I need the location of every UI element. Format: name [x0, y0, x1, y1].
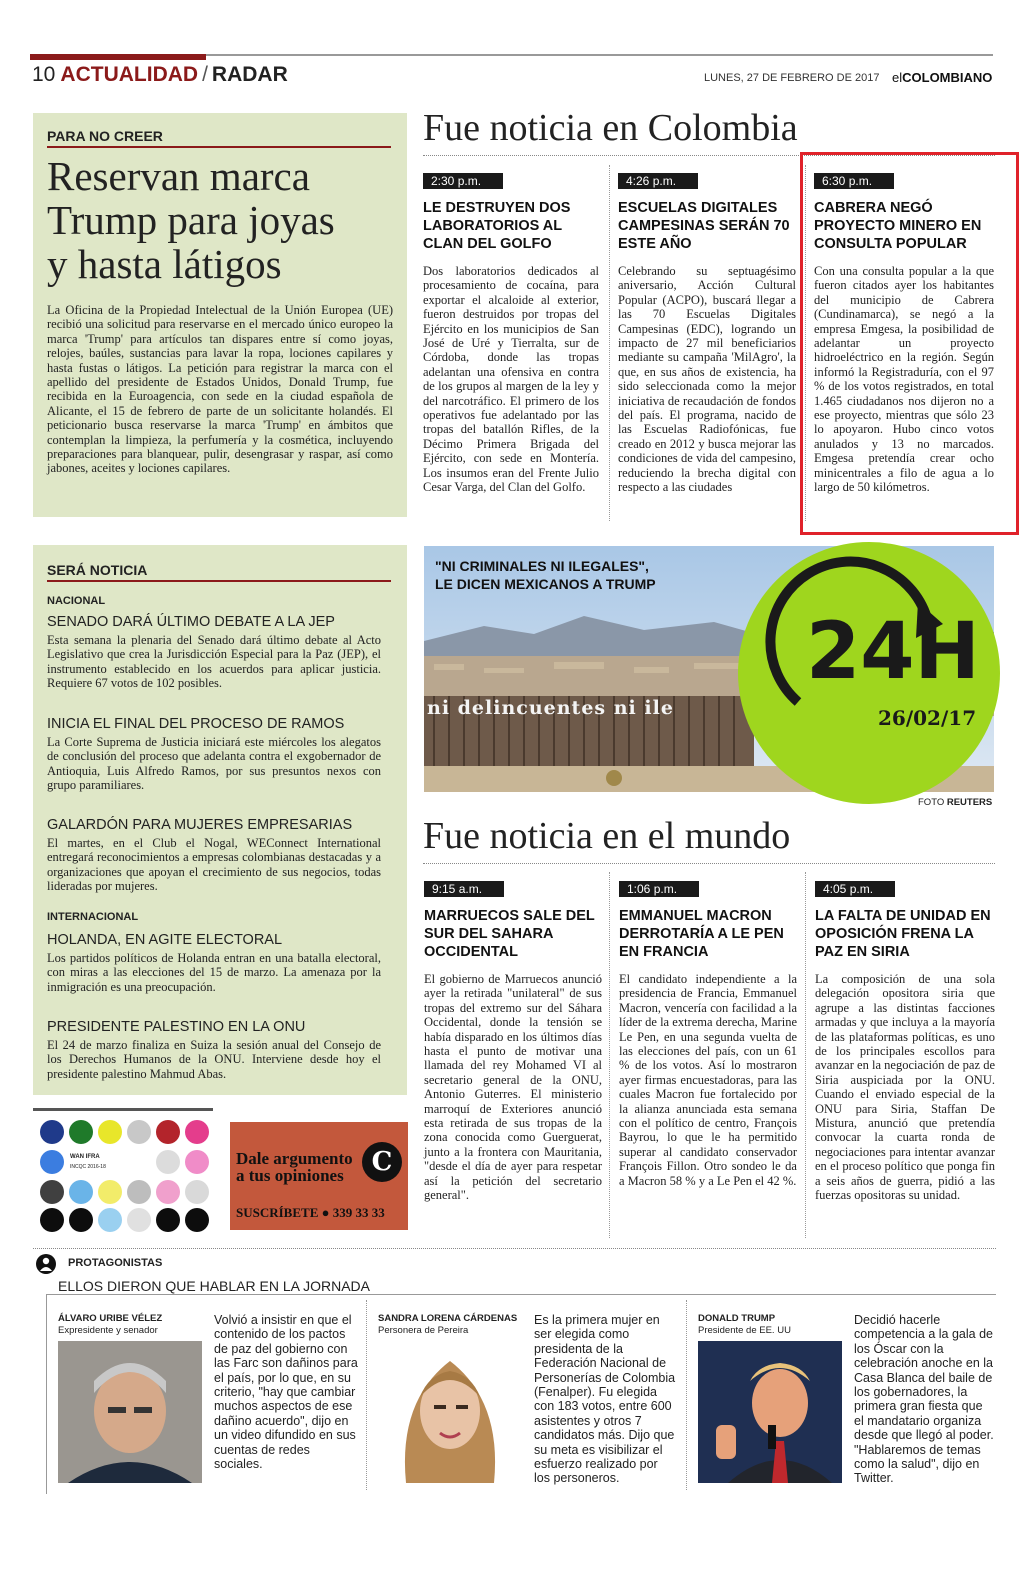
ad-logo-letter: C [371, 1147, 393, 1177]
para-no-creer-title [47, 154, 397, 286]
24h-label: 24H [806, 607, 980, 697]
person-text: Decidió hacerle competencia a la gala de los Óscar con la celebración anoche en la Casa Blanca del baile de los gobernadores, la primera gran fiesta que el mandatario organiza desde que llegó al poder. "Hablaremos de temas como la salud", dijo en Twitter. [854, 1313, 994, 1486]
sera-noticia-item [47, 932, 381, 994]
nacional-label: NACIONAL [47, 595, 106, 607]
item-headline: PRESIDENTE PALESTINO EN LA ONU [47, 1019, 306, 1035]
title-line: Trump para joyas [47, 197, 335, 243]
issue-date: LUNES, 27 DE FEBRERO DE 2017 [704, 72, 880, 84]
brand-name: COLOMBIANO [902, 70, 993, 85]
item-headline: INICIA EL FINAL DEL PROCESO DE RAMOS [47, 716, 345, 732]
mundo-section-title: Fue noticia en el mundo [423, 815, 791, 857]
color-dot [69, 1180, 93, 1204]
color-dot [185, 1150, 209, 1174]
color-dot [69, 1208, 93, 1232]
time-badge: 9:15 a.m. [424, 881, 504, 897]
time-badge: 1:06 p.m. [619, 881, 699, 897]
colombia-story-3 [814, 170, 994, 495]
color-dot [156, 1120, 180, 1144]
person-name: SANDRA LORENA CÁRDENAS [378, 1313, 518, 1324]
ad-cta[interactable] [236, 1205, 385, 1221]
protagonistas-kicker: PROTAGONISTAS [68, 1257, 163, 1269]
sera-noticia-rule [47, 580, 391, 582]
color-dot [40, 1180, 64, 1204]
color-dot [40, 1120, 64, 1144]
person-silhouette-icon [36, 1254, 56, 1274]
ad-headline [236, 1150, 353, 1184]
story-headline: CABRERA NEGÓ PROYECTO MINERO EN CONSULTA POPULAR [814, 200, 982, 252]
title-line: Reservan marca [47, 153, 310, 199]
incqc-label: INCQC 2016-18 [70, 1164, 106, 1170]
person-text: Es la primera mujer en ser elegida como presidenta de la Federación Nacional de Personerías de Colombia (Fenalper). Fu elegida con 183 votos, entre 600 asistentes y otros 7 candidatos más. Dijo que su meta es visibilizar el esfuerzo realizado por los personeros. [534, 1313, 676, 1486]
story-headline: EMMANUEL MACRON DERROTARÍA A LE PEN EN FRANCIA [619, 908, 784, 960]
credit-name: REUTERS [946, 797, 993, 808]
mundo-title-rule [423, 863, 995, 864]
item-body: El 24 de marzo finaliza en Suiza la sesión anual del Consejo de los Derechos Humanos de la ONU. Interviene desde hoy el presidente palestino Mahmud Abas. [47, 1038, 381, 1081]
color-dot [98, 1208, 122, 1232]
para-no-creer-body: La Oficina de la Propiedad Intelectual de la Unión Europea (UE) recibió una solicitud para reservarse en el mercado único europeo la marca 'Trump' para artículos tan dispares entre sí como joyas, relojes, baúles, sustancias para lavar la ropa, lociones capilares y hasta fustas o látigos. La petición para registrar la marca con el apellido del presidente de Estados Unidos, Donald Trump, fue recibida en la Euroagencia, con sede en la ciudad española de Alicante, el 15 de febrero de parte de un solicitante holandés. El peticionario busca reservarse la marca 'Trump' en ámbitos que contemplan la limpieza, la perfumería y la cosmética, incluyendo preparaciones para blanquear, pulir, desengrasar y raspar, así como jabones, aceites y lociones capilares. [47, 303, 393, 476]
story-headline: LA FALTA DE UNIDAD EN OPOSICIÓN FRENA LA PAZ EN SIRIA [815, 908, 991, 960]
24h-date: 26/02/17 [878, 706, 977, 730]
color-dot [185, 1208, 209, 1232]
time-badge: 4:26 p.m. [618, 173, 698, 189]
time-badge: 4:05 p.m. [815, 881, 895, 897]
person-role: Personera de Pereira [378, 1325, 469, 1336]
subsection-name: RADAR [211, 63, 288, 86]
story-body: Celebrando su septuagésimo aniversario, Acción Cultural Popular (ACPO), buscará llegar a las 70 Escuelas Digitales Campesinas (EDC), logrando un impacto de 27 mil beneficiarios mediante su campaña 'MilAgro', la que, en sus años de existencia, ha sido seleccionada como la mejor iniciativa de recaudación de fondos del país. El programa, nacido de las Escuelas Radiofónicas, fue creado en 2012 y busca mejorar las condiciones de vida del campesino, reduciendo la brecha digital con respecto a las ciudades [618, 264, 796, 495]
mundo-story-2 [619, 878, 797, 1188]
person-name: ÁLVARO URIBE VÉLEZ [58, 1313, 163, 1324]
ad-logo-icon [362, 1142, 402, 1182]
ad-line: Dale argumento [236, 1149, 353, 1168]
color-dot [185, 1180, 209, 1204]
caption-line: LE DICEN MEXICANOS A TRUMP [435, 576, 656, 592]
sera-noticia-item [47, 614, 381, 691]
item-body: La Corte Suprema de Justicia iniciará este miércoles los alegatos de conclusión del proceso que adelanta contra el exgobernador de Antioquia, Luis Alfredo Ramos, por sus presuntos nexos con grupo paramiliares. [47, 735, 381, 793]
newspaper-brand [892, 70, 992, 85]
page-number: 10 [32, 63, 56, 86]
brand-prefix: el [892, 70, 903, 85]
column-separator [686, 1300, 687, 1490]
column-separator [805, 872, 806, 1238]
time-badge: 6:30 p.m. [814, 173, 894, 189]
story-body: El candidato independiente a la presidencia de Francia, Emmanuel Macron, vencería con facilidad a la líder de la extrema derecha, Marine Le Pen, en una segunda vuelta de las elecciones del país, con un 61 % de los votos. Así lo mostraron ayer firmas encuestadoras, para las cuales Macron fue fortalecido por la alianza anunciada esta semana con el político de centro, François Bayrou, lo que le ha permitido superar al candidato conservador François Fillon. Otro sondeo le da a Macron 58 % y a Le Pen el 42 %. [619, 972, 797, 1188]
color-dot [185, 1120, 209, 1144]
man-portrait-icon [58, 1341, 202, 1483]
color-dot [40, 1150, 64, 1174]
column-separator [609, 165, 610, 521]
story-body: Con una consulta popular a la que fueron citados ayer los habitantes del municipio de Cabrera (Cundinamarca), se negó a la empresa Emgesa, la posibilidad de adelantar un proyecto hidroeléctrico en la región. Según informó la Registraduría, con el 97 % de los votos registrados, en total 1.465 ciudadanos nos dijeron no a ese proyecto, mientras que sólo 23 lo apoyaron. Hubo cinco votos anulados y 13 no marcados. Emgesa pretendía crear ocho minicentrales a filo de agua a lo largo de 50 kilómetros. [814, 264, 994, 495]
story-headline: MARRUECOS SALE DEL SUR DEL SAHARA OCCIDENTAL [424, 908, 595, 960]
color-dot [98, 1120, 122, 1144]
color-dot [156, 1150, 180, 1174]
woman-portrait-icon [378, 1341, 522, 1483]
item-headline: GALARDÓN PARA MUJERES EMPRESARIAS [47, 817, 353, 833]
colombia-story-2 [618, 170, 796, 495]
item-headline: SENADO DARÁ ÚLTIMO DEBATE A LA JEP [47, 614, 335, 630]
item-body: El martes, en el Club el Nogal, WEConnect International entregará reconocimientos a empresas colombianas destacadas y a organizaciones que apoyan el crecimiento de sus negocios, todas lideradas por mujeres. [47, 836, 381, 894]
man-at-podium-icon [698, 1341, 842, 1483]
photo-caption [435, 557, 656, 593]
sera-noticia-kicker: SERÁ NOTICIA [47, 562, 148, 578]
color-dot [127, 1180, 151, 1204]
column-separator [366, 1300, 367, 1490]
person-photo [378, 1341, 522, 1483]
protagonistas-top-rule [33, 1248, 996, 1249]
item-body: Esta semana la plenaria del Senado dará último debate al Acto Legislativo que crea la Jurisdicción Especial para la Paz (JEP), el instrumento establecido en los acuerdos para aplicar justicia. Requiere 67 votos de 102 posibles. [47, 633, 381, 691]
ad-phone: 339 33 33 [332, 1205, 385, 1220]
person-photo [58, 1341, 202, 1483]
caption-line: "NI CRIMINALES NI ILEGALES", [435, 558, 649, 574]
story-body: El gobierno de Marruecos anunció ayer la retirada "unilateral" de sus tropas del extremo sur del Sáhara Occidental, donde la tensión se había disparado en los últimos días hasta el punto de motivar una llamada del rey Mohamed VI al secretario general de la ONU, Antonio Guterres. El ministerio marroquí de Exteriores anunció esta retirada de sus tropas de la zona conocida como Guerguerat, junto a la frontera con Mauritania, "desde el día de ayer para respetar así la petición del secretario general". [424, 972, 602, 1203]
credit-prefix: FOTO [918, 797, 945, 808]
protagonistas-subtitle: ELLOS DIERON QUE HABLAR EN LA JORNADA [58, 1278, 370, 1294]
column-separator [609, 872, 610, 1238]
para-no-creer-kicker: PARA NO CREER [47, 128, 163, 144]
photo-credit [918, 797, 992, 808]
wall-graffiti: ni delincuentes ni ile [427, 697, 674, 719]
person-text: Volvió a insistir en que el contenido de los pactos de paz del gobierno con las Farc son dañinos para el país, por lo que, en su criterio, "hay que cambiar muchos aspectos de ese dañino acuerdo", dijo en un video difundido en sus cuentas de redes sociales. [214, 1313, 358, 1472]
page-header [32, 63, 288, 87]
section-name: ACTUALIDAD [60, 63, 199, 86]
phone-icon: ● [321, 1205, 330, 1220]
mundo-story-1 [424, 878, 602, 1203]
person-role: Expresidente y senador [58, 1325, 158, 1336]
person-name: DONALD TRUMP [698, 1313, 776, 1324]
section-color-bar [30, 54, 206, 60]
person-photo [698, 1341, 842, 1483]
sera-noticia-item [47, 716, 381, 793]
time-badge: 2:30 p.m. [423, 173, 503, 189]
colombia-section-title: Fue noticia en Colombia [423, 107, 798, 149]
color-dot [40, 1208, 64, 1232]
item-headline: HOLANDA, EN AGITE ELECTORAL [47, 932, 283, 948]
internacional-label: INTERNACIONAL [47, 911, 139, 923]
color-dot [98, 1180, 122, 1204]
story-body: La composición de una sola delegación opositora siria que agrupe a las distintas facciones armadas y que incluya a la mayoría de las plataformas políticas, es uno de los principales escollos para avanzar en la negociación de paz de Siria auspiciada por la ONU. Cuando el enviado especial de la ONU para Siria, Staffan De Mistura, anunció que pretendía convocar la cuarta ronda de negociaciones para intentar avanzar en el proceso político que ponga fin a seis años de guerra, pidió a las fuerzas opositoras su unidad. [815, 972, 995, 1203]
sera-noticia-item [47, 817, 381, 894]
color-dot [156, 1208, 180, 1232]
story-body: Dos laboratorios dedicados al procesamiento de cocaína, para exportar el alcaloide al exterior, fueron destruidos por tropas del Ejército en los municipios de San José de Uré y Tierralta, sur de Córdoba, donde las tropas adelantan una ofensiva en contra de los grupos al margen de la ley y del narcotráfico. El primero de los operativos fue adelantado por las tropas del batallón Rifles, de la Décimo Primera Brigada del Ejército, con sede en Montería. Los insumos eran del Frente Julio Cesar Varga, del Clan del Golfo. [423, 264, 599, 495]
ad-line: a tus opiniones [236, 1166, 344, 1185]
story-headline: LE DESTRUYEN DOS LABORATORIOS AL CLAN DEL GOLFO [423, 200, 571, 252]
mundo-story-3 [815, 878, 995, 1203]
para-no-creer-rule [47, 146, 391, 148]
color-dot [127, 1208, 151, 1232]
color-dot [156, 1180, 180, 1204]
item-body: Los partidos políticos de Holanda entran en una batalla electoral, con miras a las elecciones del 15 de marzo. La amenaza por la inmigración es una preocupación. [47, 951, 381, 994]
wan-ifra-label: WAN IFRA [70, 1154, 100, 1160]
ad-cta-label: SUSCRÍBETE [236, 1205, 319, 1220]
color-dot [69, 1120, 93, 1144]
title-line: y hasta látigos [47, 241, 282, 287]
sera-noticia-item [47, 1019, 381, 1081]
person-role: Presidente de EE. UU [698, 1325, 791, 1336]
header-separator: / [202, 63, 208, 86]
story-headline: ESCUELAS DIGITALES CAMPESINAS SERÁN 70 ESTE AÑO [618, 200, 790, 252]
color-dots [40, 1120, 210, 1235]
color-dot [127, 1120, 151, 1144]
colombia-story-1 [423, 170, 599, 495]
